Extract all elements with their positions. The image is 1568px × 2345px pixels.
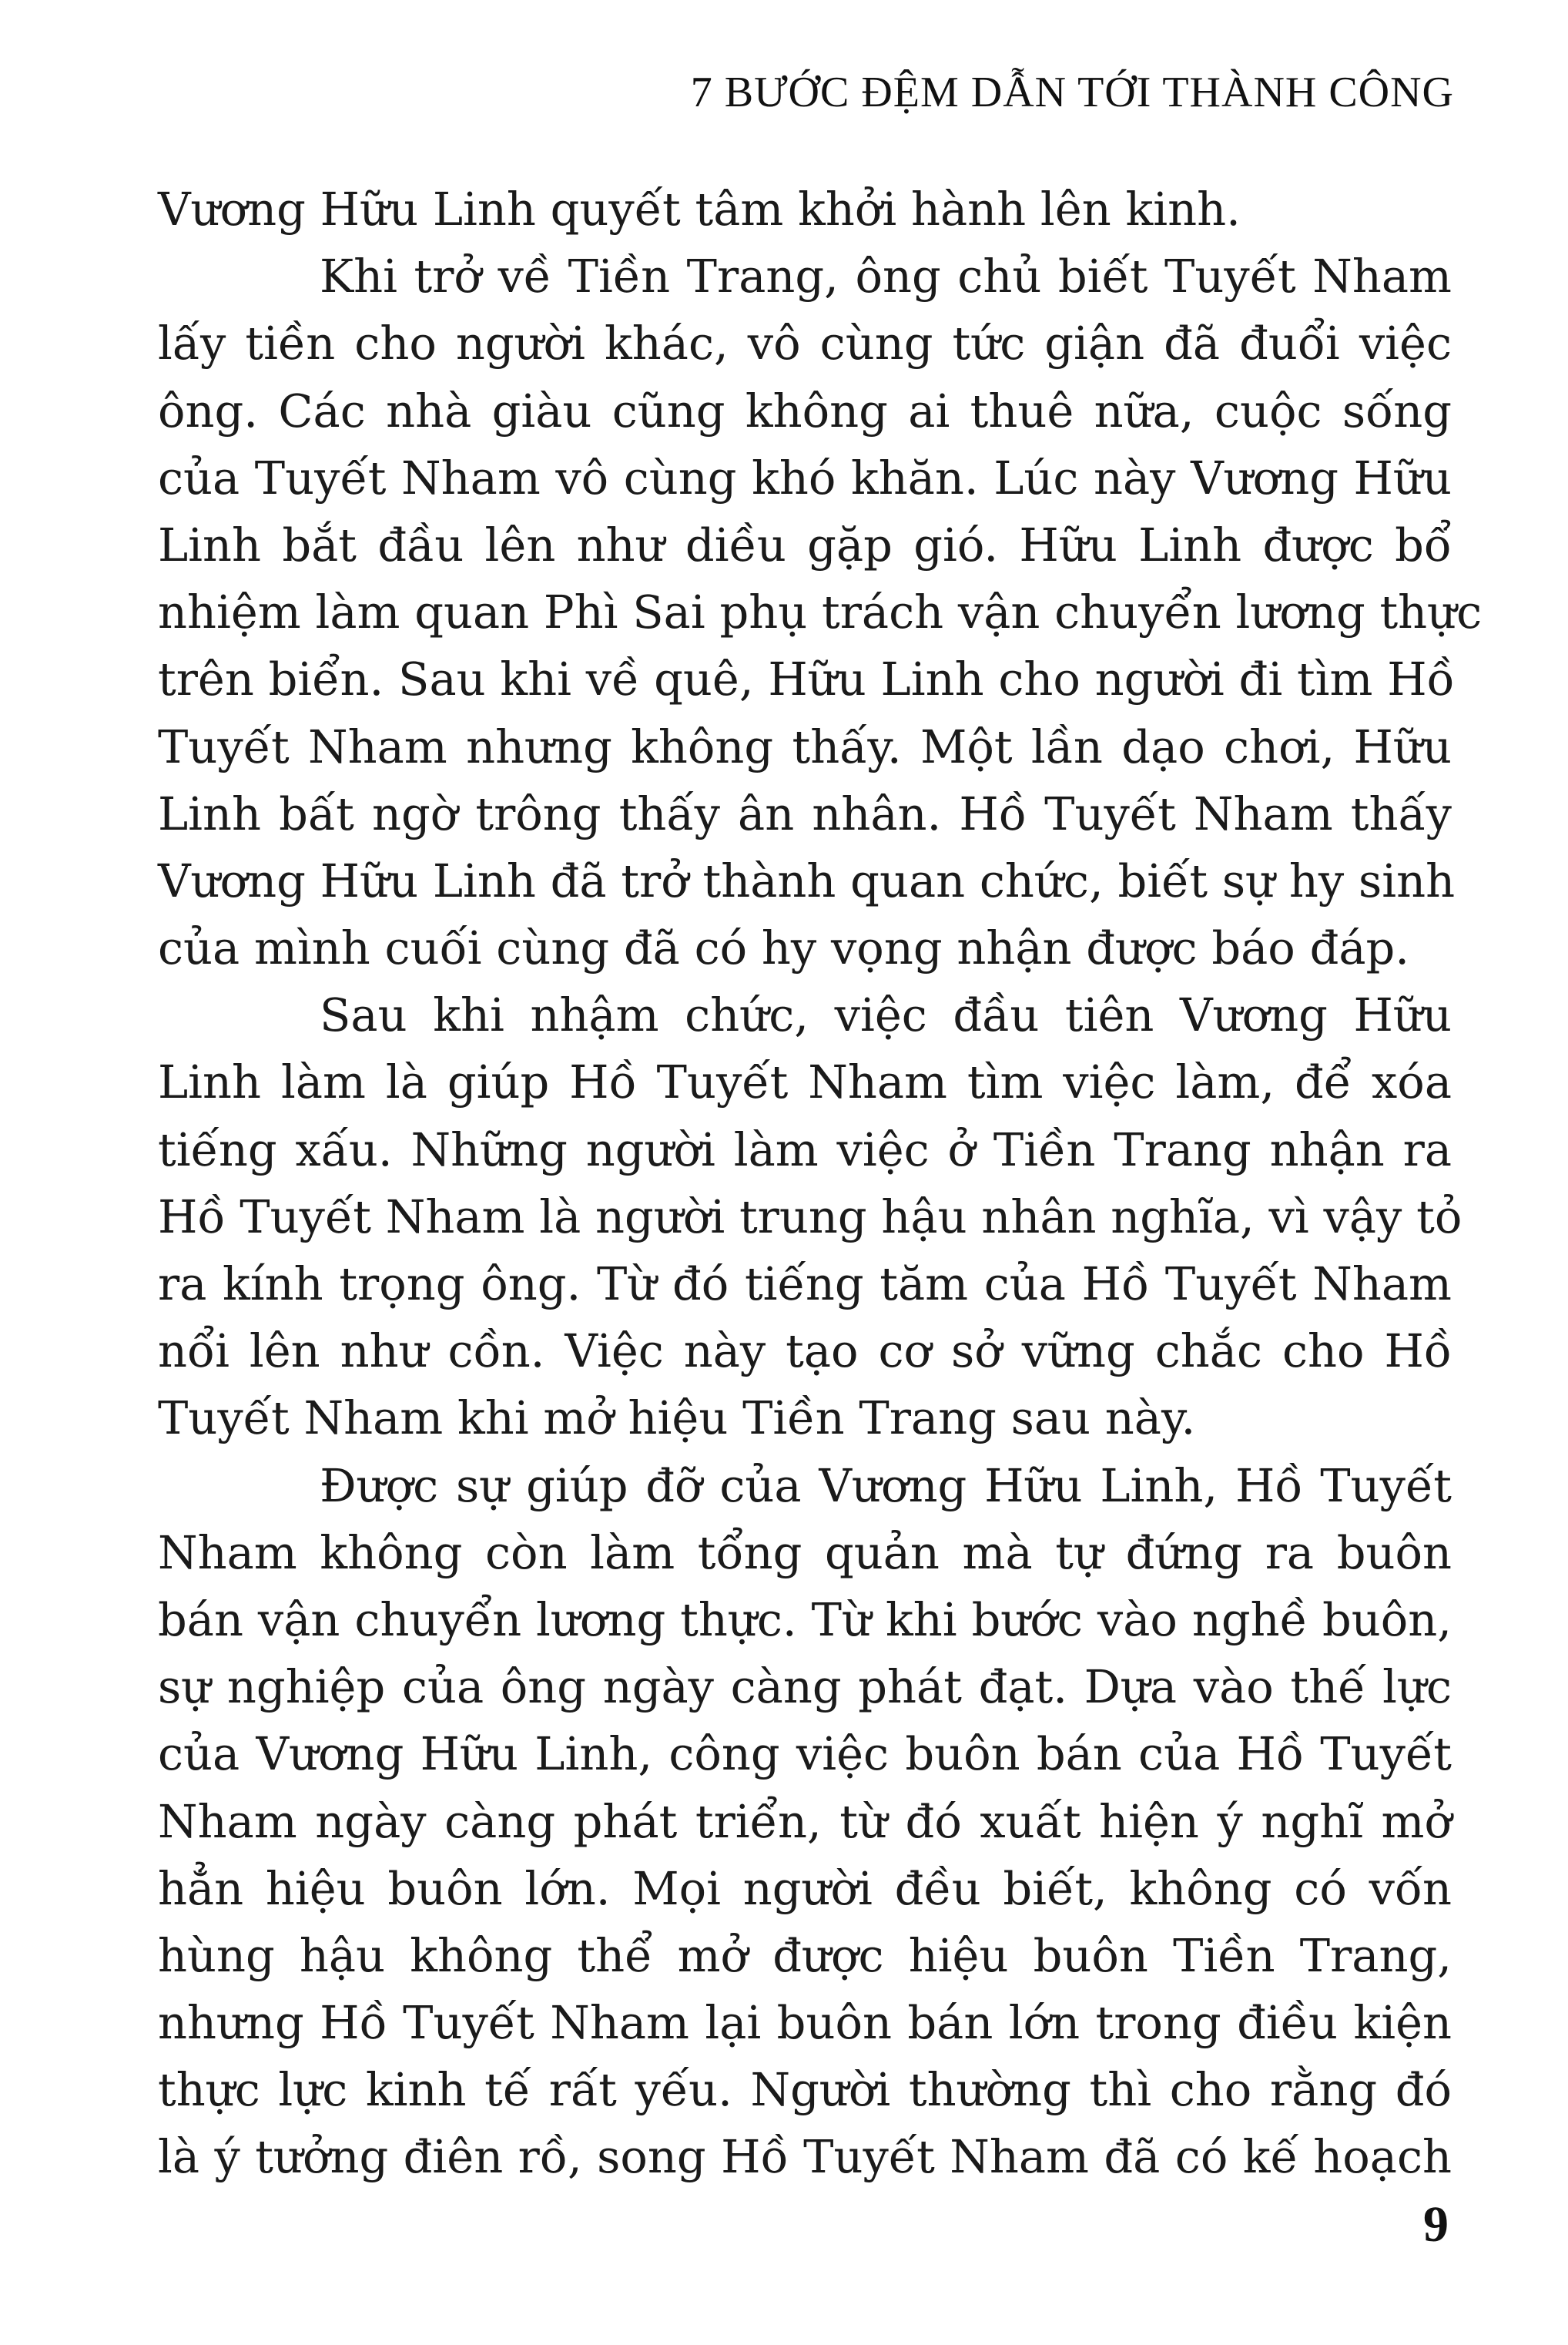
text-line: ông. Các nhà giàu cũng không ai thuê nữa, cuộc sống	[158, 384, 1452, 438]
text-line: là ý tưởng điên rồ, song Hồ Tuyết Nham đã có kế hoạch	[158, 2130, 1452, 2184]
text-line: Linh bất ngờ trông thấy ân nhân. Hồ Tuyết Nham thấy	[158, 787, 1452, 840]
text-line: sự nghiệp của ông ngày càng phát đạt. Dựa vào thế lực	[158, 1660, 1452, 1714]
text-line: Khi trở về Tiền Trang, ông chủ biết Tuyết Nham	[320, 250, 1452, 304]
text-line: ra kính trọng ông. Từ đó tiếng tăm của Hồ Tuyết Nham	[158, 1257, 1452, 1310]
text-line: Hồ Tuyết Nham là người trung hậu nhân nghĩa, vì vậy tỏ	[158, 1189, 1462, 1243]
page-number: 9	[1423, 2196, 1449, 2253]
text-line: của mình cuối cùng đã có hy vọng nhận được báo đáp.	[158, 921, 1410, 975]
text-line: Sau khi nhậm chức, việc đầu tiên Vương Hữu	[320, 988, 1452, 1042]
text-line: Tuyết Nham khi mở hiệu Tiền Trang sau này.	[158, 1391, 1196, 1445]
text-line: Linh bắt đầu lên như diều gặp gió. Hữu Linh được bổ	[158, 518, 1452, 572]
text-line: thực lực kinh tế rất yếu. Người thường thì cho rằng đó	[158, 2063, 1452, 2117]
text-line: Linh làm là giúp Hồ Tuyết Nham tìm việc làm, để xóa	[158, 1055, 1452, 1109]
text-line: trên biển. Sau khi về quê, Hữu Linh cho người đi tìm Hồ	[158, 653, 1455, 706]
text-line: Nham không còn làm tổng quản mà tự đứng ra buôn	[158, 1525, 1452, 1579]
text-line: Được sự giúp đỡ của Vương Hữu Linh, Hồ Tuyết	[320, 1458, 1452, 1512]
running-header: 7 BƯỚC ĐỆM DẪN TỚI THÀNH CÔNG	[690, 69, 1454, 116]
text-line: Nham ngày càng phát triển, từ đó xuất hiện ý nghĩ mở	[158, 1794, 1452, 1848]
text-line: Vương Hữu Linh quyết tâm khởi hành lên kinh.	[158, 183, 1241, 236]
text-line: lấy tiền cho người khác, vô cùng tức giận đã đuổi việc	[158, 317, 1452, 371]
text-line: bán vận chuyển lương thực. Từ khi bước vào nghề buôn,	[158, 1592, 1452, 1646]
text-line: nhưng Hồ Tuyết Nham lại buôn bán lớn trong điều kiện	[158, 1996, 1452, 2050]
text-line: của Vương Hữu Linh, công việc buôn bán của Hồ Tuyết	[158, 1727, 1452, 1781]
body-text	[158, 176, 1483, 2191]
text-line: tiếng xấu. Những người làm việc ở Tiền Trang nhận ra	[158, 1122, 1452, 1176]
text-line: hẳn hiệu buôn lớn. Mọi người đều biết, không có vốn	[158, 1861, 1452, 1915]
text-line: hùng hậu không thể mở được hiệu buôn Tiền Trang,	[158, 1928, 1452, 1982]
text-line: nổi lên như cồn. Việc này tạo cơ sở vững chắc cho Hồ	[158, 1324, 1452, 1378]
text-line: Tuyết Nham nhưng không thấy. Một lần dạo chơi, Hữu	[158, 720, 1452, 773]
text-line: nhiệm làm quan Phì Sai phụ trách vận chuyển lương thực	[158, 585, 1483, 639]
text-line: của Tuyết Nham vô cùng khó khăn. Lúc này Vương Hữu	[158, 451, 1452, 505]
text-line: Vương Hữu Linh đã trở thành quan chức, biết sự hy sinh	[158, 854, 1456, 907]
